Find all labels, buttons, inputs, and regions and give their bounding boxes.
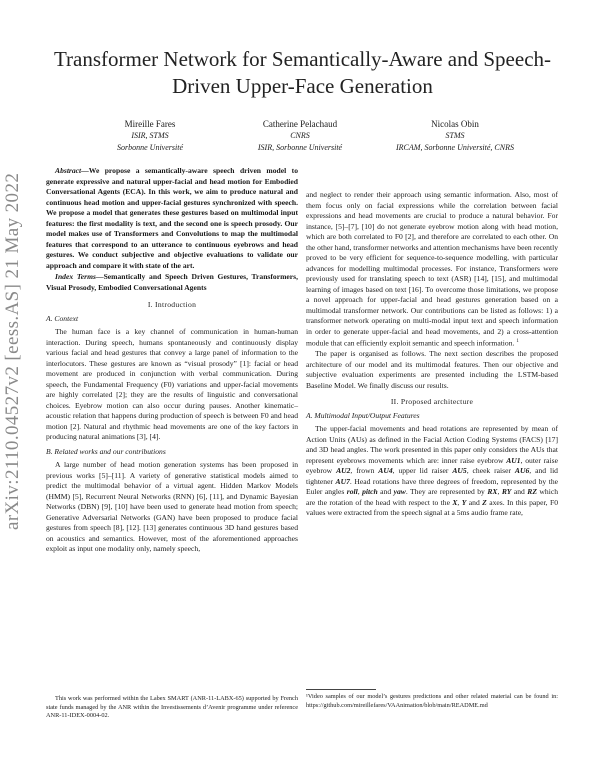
author-block xyxy=(65,118,235,154)
subsection-heading: A. Multimodal Input/Output Features xyxy=(306,410,420,420)
index-terms-label: Index Terms xyxy=(55,272,96,281)
text-run: , xyxy=(357,487,363,497)
author-affiliation: STMS xyxy=(445,131,465,140)
paragraph-related-works: A large number of head motion generation systems has been proposed in previous works [5]–[11]. A variety of generative statistical models aimed to predict the multimodal behavior of a virtual agent. Hidden Markov Models (HMM) [5], Recurrent Neural Networks (RNN) [6], [11], and Dynamic Bayesian Networks (DBN) [9], [10] have been used to generate head motion from speech; Generative Adversarial Networks (GAN) have been proposed to produce facial gestures from speech [8], [12]. [13] generates continuous 3D hand gestures based on acoustics and semantics. However, most of the aforementioned approaches exploit as input one modality only, namely speech, xyxy=(46,460,298,553)
author-affiliation: Sorbonne Université xyxy=(117,143,183,152)
term-au4: AU4 xyxy=(378,466,393,476)
footnote-funding-text: This work was performed within the Labex SMART (ANR-11-LABX-65) supported by French state funds managed by the ANR within the Investissements d’Avenir programme under reference ANR-11-IDEX-0004-02. xyxy=(46,695,298,719)
term-rx: RX xyxy=(487,487,498,497)
abstract-label: Abstract xyxy=(55,166,82,175)
left-column xyxy=(46,166,298,555)
author-name: Mireille Fares xyxy=(124,119,176,129)
author-block xyxy=(355,118,555,154)
text-run: , frown xyxy=(350,466,379,476)
index-terms-text: —Semantically and Speech Driven Gestures, Transformers, Visual Prosody, Embodied Conversational Agents xyxy=(46,272,299,292)
text-run: , outer raise eyebrow xyxy=(306,455,558,476)
paragraph-context: The human face is a key channel of communication in human-human interaction. During speech, humans spontaneously and continuously display various facial and head gestures that convey a large panel of information to the interlocutors. These gestures are known as “visual prosody” [1]: facial or head movement are produced in conjunction with verbal communication. During speech, the Fundamental Frequency (F0) variations and upper-facial movements are highly correlated [2]; they are the results of linguistic and conversational choices. Eyebrow motion can also occur during pauses. Another kinematic–acoustic relation that happens during production of speech is between F0 and head motion [2]. Natural and rhythmic head movements are one of the key factors in producing natural animations [3], [4]. xyxy=(46,327,298,441)
author-name: Catherine Pelachaud xyxy=(262,119,338,129)
section-heading: II. Proposed architecture xyxy=(390,397,474,407)
right-column xyxy=(306,190,558,519)
author-affiliation: ISIR, Sorbonne Université xyxy=(257,143,343,152)
term-au2: AU2 xyxy=(336,466,351,476)
footnote-marker: 1 xyxy=(516,339,519,344)
term-z-axis: Z xyxy=(482,497,487,507)
text-run: and xyxy=(511,487,528,497)
term-rz: RZ xyxy=(527,487,537,497)
footnote-funding xyxy=(46,695,298,721)
term-yaw: yaw xyxy=(393,487,406,497)
term-au6: AU6 xyxy=(514,466,530,476)
author-affiliation: ISIR, STMS xyxy=(131,131,169,140)
section-heading: I. Introduction xyxy=(147,300,197,309)
paragraph-organisation: The paper is organised as follows. The next section describes the proposed architecture of our model and its multimodal features. Then our objective and subjective evaluation experiments are presented including the LSTM-based Baseline Model. We finally discuss our results. xyxy=(306,349,558,390)
term-au1: AU1 xyxy=(506,455,521,465)
footnote-video: ¹Video samples of our model’s gestures predictions and other related material can be found in: https://github.com/mireillefares/VAAnimation/blob/main/README.md xyxy=(306,693,558,709)
term-y-axis: Y xyxy=(461,497,467,507)
text-run: and xyxy=(377,487,394,497)
text-run: which are the rotation of the head with respect to the xyxy=(306,487,558,507)
paragraph-features xyxy=(306,424,558,519)
abstract-text: —We propose a semantically-aware speech driven model to generate expressive and natural upper-facial and head motion for Embodied Conversational Agents (ECA). In this work, we aim to produce natural and continuous head motion and upper-facial gestures synchronized with speech. We propose a model that generates these gestures based on multimodal input features: the first modality is text, and the second one is speech prosody. Our model makes use of Transformers and Convolutions to map the multimodal features that correspond to an utterance to continuous eyebrows and head gestures. We conduct subjective and objective evaluations to validate our approach and compare it with state of the art. xyxy=(46,166,298,270)
text-run: . They are represented by xyxy=(405,487,488,497)
text-run: , xyxy=(457,497,462,507)
abstract xyxy=(46,166,298,271)
text-run: , xyxy=(497,487,502,497)
footnote-rule xyxy=(306,689,376,690)
term-ry: RY xyxy=(501,487,512,497)
text-run: The upper-facial movements and head rotations are represented by mean of Action Units (AUs) as defined in the Facial Action Coding Systems (FACS) [17] and 3D head angles. The work presented in this paper only considers the AUs that represent eyebrows movements which are: inner raise eyebrow xyxy=(306,424,558,465)
arxiv-identifier: arXiv:2110.04527v2 [eess.AS] 21 May 2022 xyxy=(2,172,23,530)
paragraph-contributions xyxy=(306,190,558,349)
term-roll: roll xyxy=(346,487,358,497)
text-run: , and lid tightener xyxy=(306,466,558,486)
author-affiliation: IRCAM, Sorbonne Université, CNRS xyxy=(396,143,514,152)
index-terms xyxy=(46,272,298,293)
text-run: , cheek raiser xyxy=(466,466,515,476)
term-x-axis: X xyxy=(452,497,458,507)
author-affiliation: CNRS xyxy=(290,131,310,140)
author-name: Nicolas Obin xyxy=(431,119,479,129)
text-run: , upper lid raiser xyxy=(392,466,453,476)
term-pitch: pitch xyxy=(362,487,378,497)
subsection-heading: A. Context xyxy=(46,313,79,323)
text-run: . Head rotations have three degrees of freedom, represented by the Euler angles xyxy=(306,476,558,497)
text-run: and xyxy=(466,497,483,507)
paper-title: Transformer Network for Semantically-Aware and Speech-Driven Upper-Face Generation xyxy=(53,47,552,98)
subsection-heading: B. Related works and our contributions xyxy=(46,446,166,456)
paragraph-contributions-text: and neglect to render their approach using semantic information. Also, most of them focus only on facial expressions while the correlation between facial expressions and head movements are crucial to produce a natural behavior. For instance, [5]–[7], [10] do not generate eyebrow motion along with head motion, which are both correlated to F0 [2], and therefore are correlated to each other. On the other hand, transformer networks and attention mechanisms have been recently proved to be very efficient for sequence-to-sequence modelling, with particular advances for modelling multimodal processes. For instance, Transformers were previously used for translating speech to text (ASR) [14], [15], and multimodal learning of images based on text [16]. To overcome those limitations, we propose a novel approach for upper-facial and head gestures generation based on a multimodal transformer network. Our contributions can be listed as follows: 1) a transformer network operating on multi-modal input text and speech information in order to generate upper-facial and head movements, and 2) a cross-attention module that can efficiently exploit semantic and speech information. xyxy=(306,190,558,348)
text-run: axes. In this paper, F0 values were extracted from the speech signal at a 5ms audio frame rate, xyxy=(306,497,558,518)
term-au7: AU7 xyxy=(335,476,350,486)
term-au5: AU5 xyxy=(452,466,467,476)
